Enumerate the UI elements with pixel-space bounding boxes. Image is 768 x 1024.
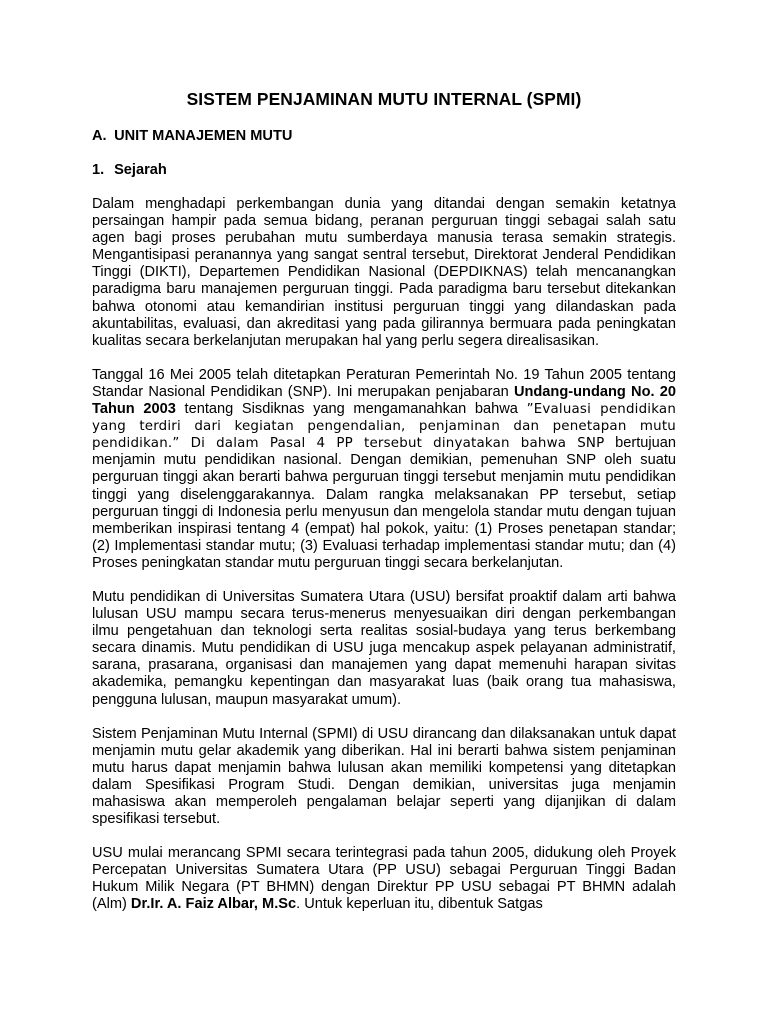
paragraph-2-law-reference: Undang-undang No. 20 Tahun 2003 bbox=[92, 383, 676, 418]
paragraph-2-quote: ”Evaluasi pendidikan yang terdiri dari kegiatan pengendalian, penjaminan dan penetapan mutu pendidikan.” Di dalam Pasal 4 PP tersebut dinyatakan bahwa SNP bbox=[92, 402, 677, 452]
paragraph-5-director-name: Dr.Ir. A. Faiz Albar, M.Sc bbox=[130, 896, 297, 913]
paragraph-3: Mutu pendidikan di Universitas Sumatera Utara (USU) bersifat proaktif dalam arti bahwa lulusan USU mampu secara terus-menerus menyesuaikan diri dengan perkembangan ilmu pengetahuan dan teknologi serta realitas sosial-budaya yang terus berkembang secara dinamis. Mutu pendidikan di USU juga mencakup aspek pelayanan administratif, sarana, prasarana, organisasi dan manajemen yang dapat memenuhi harapan sivitas akademika, pemangku kepentingan dan masyarakat luas (baik orang tua mahasiswa, pengguna lulusan, maupun masyarakat umum). bbox=[92, 588, 676, 708]
paragraph-4: Sistem Penjaminan Mutu Internal (SPMI) di USU dirancang dan dilaksanakan untuk dapat menjamin mutu gelar akademik yang diberikan. Hal ini berarti bahwa sistem penjaminan mutu harus dapat menjamin bahwa lulusan akan memiliki kompetensi yang ditetapkan dalam Spesifikasi Program Studi. Dengan demikian, universitas juga menjamin mahasiswa akan memperoleh pengalaman belajar seperti yang dijanjikan di dalam spesifikasi tersebut. bbox=[92, 725, 676, 828]
paragraph-2-text-b: tentang Sisdiknas yang mengamanahkan bahwa bbox=[175, 401, 527, 418]
section-heading bbox=[92, 128, 676, 145]
subsection-heading bbox=[92, 162, 676, 179]
paragraph-2 bbox=[92, 367, 676, 572]
subsection-number: 1. bbox=[92, 162, 105, 178]
section-number: A. bbox=[92, 128, 107, 144]
section-label: UNIT MANAJEMEN MUTU bbox=[114, 128, 293, 144]
paragraph-5 bbox=[92, 845, 676, 913]
paragraph-2-text-c: bertujuan menjamin mutu pendidikan nasional. Dengan demikian, pemenuhan SNP oleh suatu perguruan tinggi akan berarti bahwa perguruan tinggi tersebut menjamin mutu pendidikan tinggi yang diselenggarakannya. Dalam rangka melaksanakan PP tersebut, setiap perguruan tinggi di Indonesia perlu menyusun dan mengelola standar mutu dengan tujuan memberikan inspirasi tentang 4 (empat) hal pokok, yaitu: (1) Proses penetapan standar; (2) Implementasi standar mutu; (3) Evaluasi terhadap implementasi standar mutu; dan (4) Proses peningkatan standar mutu perguruan tinggi secara berkelanjutan. bbox=[92, 435, 676, 571]
paragraph-5-text-b: . Untuk keperluan itu, dibentuk Satgas bbox=[296, 896, 543, 913]
paragraph-1: Dalam menghadapi perkembangan dunia yang ditandai dengan semakin ketatnya persaingan hampir pada semua bidang, peranan perguruan tinggi sebagai salah satu agen bagi proses perubahan mutu sumberdaya manusia terasa semakin strategis. Mengantisipasi peranannya yang sangat sentral tersebut, Direktorat Jenderal Pendidikan Tinggi (DIKTI), Departemen Pendidikan Nasional (DEPDIKNAS) telah mencanangkan paradigma baru manajemen perguruan tinggi. Pada paradigma baru tersebut ditekankan bahwa otonomi atau kemandirian institusi perguruan tinggi yang dilandaskan pada akuntabilitas, evaluasi, dan akreditasi yang pada gilirannya bermuara pada peningkatan kualitas secara berkelanjutan merupakan hal yang perlu segera direalisasikan. bbox=[92, 196, 676, 349]
paragraph-5-text-a: USU mulai merancang SPMI secara terintegrasi pada tahun 2005, didukung oleh Proyek Percepatan Universitas Sumatera Utara (PP USU) sebagai Perguruan Tinggi Badan Hukum Milik Negara (PT BHMN) dengan Direktur PP USU sebagai PT BHMN adalah (Alm) bbox=[92, 845, 676, 913]
subsection-label: Sejarah bbox=[114, 162, 167, 178]
paragraph-2-text-a: Tanggal 16 Mei 2005 telah ditetapkan Peraturan Pemerintah No. 19 Tahun 2005 tentang Standar Nasional Pendidikan (SNP). Ini merupakan penjabaran bbox=[92, 366, 676, 400]
document-title: SISTEM PENJAMINAN MUTU INTERNAL (SPMI) bbox=[186, 89, 582, 109]
